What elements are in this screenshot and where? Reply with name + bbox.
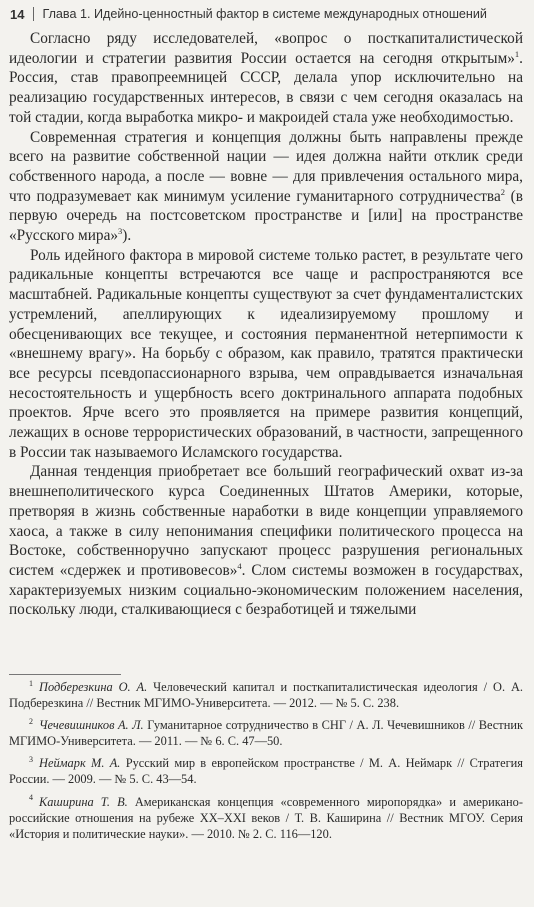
- footnote: [9, 679, 523, 711]
- paragraph-text: (в первую очередь на постсоветском пространстве и [или] на пространстве «Русского мира»: [9, 187, 523, 245]
- paragraph: [9, 246, 523, 463]
- running-header: [10, 4, 524, 24]
- paragraph: [9, 462, 523, 620]
- footnote: [9, 717, 523, 749]
- page-number: 14: [10, 6, 25, 22]
- footnote: [9, 794, 523, 842]
- footnotes: [9, 679, 523, 848]
- footnote-number: 1: [29, 678, 33, 688]
- paragraph-text: Роль идейного фактора в мировой системе только растет, в результате чего радикальные концепты встречаются все чаще и распространяются все масштабней. Радикальные концепты существуют за счет фундаменталистских устремлений, апеллирующих к идеализируемому прошлому и обесценивающих все текущее, и состояния перманентной нетерпимости к «внешнему врагу». На борьбу с образом, как правило, тратятся практически все ресурсы псевдопассионарного взрыва, чем оправдывается изначальная несостоятельность и ущербность всего доктринального аппарата подобных проектов. Ярче всего это проявляется на примере развития концепций, лежащих в основе террористических образований, в частности, запрещенного в России так называемого Исламского государства.: [9, 246, 523, 461]
- footnote-text: Русский мир в европейском пространстве / М. А. Неймарк // Стратегия России. — 2009. — № 5. С. 43—54.: [9, 756, 523, 787]
- paragraph-text: . Слом системы возможен в государствах, характеризуемых низким социально-экономическим положением населения, поскольку люди, сталкивающиеся с безработицей и тяжелыми: [9, 561, 524, 619]
- footnote-author: Чечевишников А. Л.: [39, 718, 144, 733]
- footnote-text: Человеческий капитал и посткапиталистическая идеология / О. А. Подберезкина // Вестник МГИМО-Университета. — 2012. — № 5. С. 238.: [9, 680, 524, 711]
- footnote-text: Американская концепция «современного миропорядка» и американо-российские отношения на рубеже XX–XXI веков / Т. В. Каширина // Вестник МГОУ. Серия «История и политические науки». — 2010. № 2. С. 116—120.: [9, 794, 523, 841]
- footnote-reference[interactable]: 3: [118, 225, 123, 236]
- paragraph: [9, 128, 523, 246]
- footnote-author: Неймарк М. А.: [39, 756, 121, 771]
- footnote-text: Гуманитарное сотрудничество в СНГ / А. Л. Чечевишников // Вестник МГИМО-Университета. — 2011. — № 6. С. 47—50.: [9, 718, 524, 749]
- footnote: [9, 755, 523, 787]
- paragraph: [9, 29, 523, 128]
- footnote-rule: [9, 674, 121, 675]
- footnote-number: 4: [29, 793, 33, 803]
- running-title: Глава 1. Идейно-ценностный фактор в системе международных отношений: [42, 7, 487, 21]
- header-separator: [33, 7, 34, 21]
- footnote-number: 2: [29, 717, 33, 727]
- paragraph-text: Данная тенденция приобретает все больший географический охват из-за внешнеполитического курса Соединенных Штатов Америки, которые, претворяя в жизнь собственные наработки в виде концепции управляемого хаоса, а также в силу непонимания специфики политического процесса на Востоке, собственноручно запускают процесс разрушения региональных систем «сдержек и противовесов»: [9, 463, 523, 579]
- footnote-author: Подберезкина О. А.: [39, 680, 148, 694]
- footnote-reference[interactable]: 4: [237, 560, 242, 571]
- paragraph-text: . Россия, став правопреемницей СССР, делала упор исключительно на реализацию государственных интересов, в связи с чем сегодня оказалась на той стадии, когда выработка микро- и макроидей стала уже необходимостью.: [9, 49, 523, 126]
- paragraph-text: ).: [122, 227, 132, 245]
- footnote-reference[interactable]: 1: [514, 48, 520, 59]
- paragraph-text: Согласно ряду исследователей, «вопрос о посткапиталистической идеологии и стратегии развития России остается на сегодня открытым»: [9, 30, 523, 67]
- footnote-author: Каширина Т. В.: [39, 794, 128, 809]
- footnote-reference[interactable]: 2: [500, 186, 505, 197]
- paragraph-text: Современная стратегия и концепция должны быть направлены прежде всего на развитие собственной нации — идея должна найти отклик среди собственного народа, а после — вовне — для привлечения остального мира, что подразумевает как минимум усиление гуманитарного сотрудничества: [9, 128, 523, 205]
- main-text: [9, 29, 523, 620]
- footnote-number: 3: [29, 755, 33, 765]
